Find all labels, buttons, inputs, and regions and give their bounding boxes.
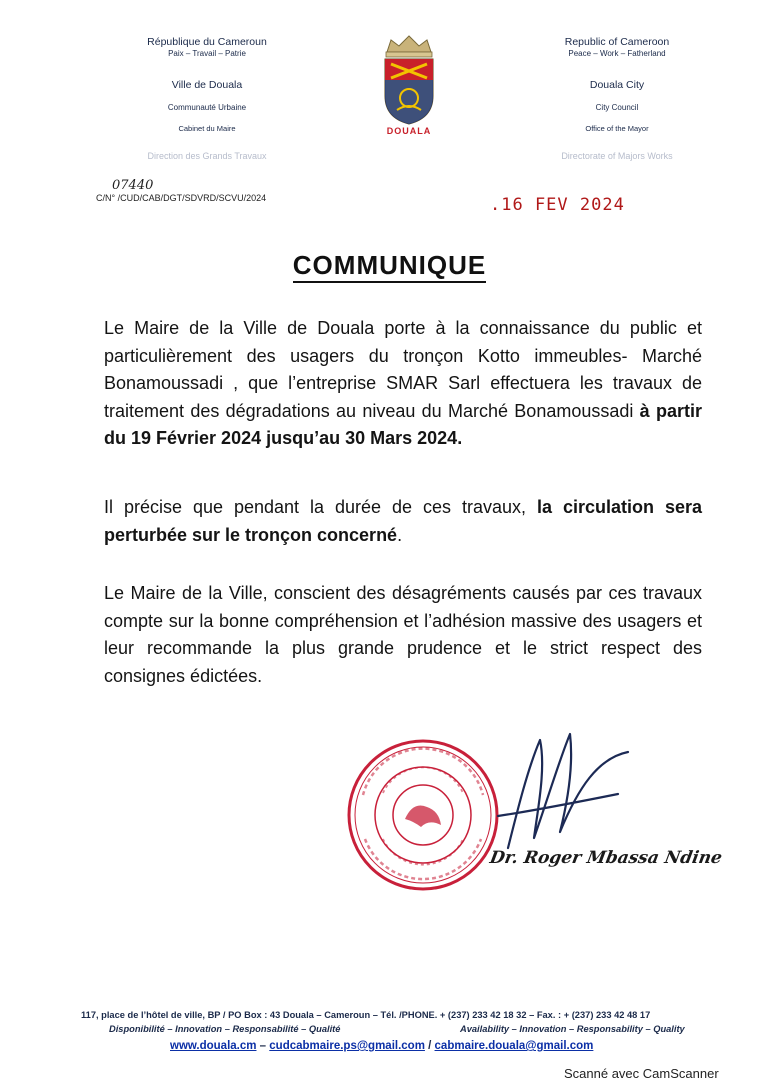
document-title bbox=[0, 250, 779, 281]
footer-separator-2: / bbox=[424, 1040, 435, 1052]
footer-website-link[interactable]: www.douala.cm bbox=[170, 1040, 257, 1052]
header-city-fr: Ville de Douala bbox=[171, 79, 243, 92]
reference-number: C/N° /CUD/CAB/DGT/SDVRD/SCVU/2024 bbox=[96, 193, 267, 203]
header-right-block bbox=[517, 36, 717, 162]
header-country-en: Republic of Cameroon bbox=[564, 36, 670, 48]
header-motto-en: Peace – Work – Fatherland bbox=[568, 49, 666, 59]
scanner-watermark: Scanné avec CamScanner bbox=[564, 1066, 719, 1081]
paragraph-2-text: Il précise que pendant la durée de ces travaux, bbox=[104, 497, 537, 517]
douala-city-logo bbox=[377, 32, 441, 136]
header-motto-fr: Paix – Travail – Patrie bbox=[168, 49, 246, 59]
paragraph-1-bold: à partir du 19 Février 2024 jusqu’au 30 Mars 2024. bbox=[104, 400, 702, 448]
header-office-en: Office of the Mayor bbox=[585, 124, 649, 134]
paragraph-1 bbox=[104, 315, 702, 453]
header-left-block bbox=[107, 36, 307, 162]
footer-separator-1: – bbox=[256, 1040, 270, 1052]
paragraph-2 bbox=[104, 494, 702, 549]
footer-values-en: Availability – Innovation – Responsability – Quality bbox=[460, 1024, 685, 1034]
paragraph-3-text: Le Maire de la Ville, conscient des désagréments causés par ces travaux compte sur la bonne compréhension et l’adhésion massive des usagers et leur recommande la plus grande prudence et le strict respect des consignes édictées. bbox=[104, 583, 702, 686]
footer-contacts bbox=[170, 1040, 593, 1052]
header-department-fr: Direction des Grands Travaux bbox=[147, 150, 267, 161]
paragraph-2-bold: la circulation sera perturbée sur le tronçon concerné bbox=[104, 497, 702, 545]
header-office-fr: Cabinet du Maire bbox=[178, 124, 236, 134]
header-council-en: City Council bbox=[595, 103, 639, 113]
paragraph-3 bbox=[104, 580, 702, 690]
paragraph-1-text: Le Maire de la Ville de Douala porte à la connaissance du public et particulièrement des usagers du tronçon Kotto immeubles- Marché Bonamoussadi , que l’entreprise SMAR Sarl effectuera les travaux de traitement des dégradations au niveau du Marché Bonamoussadi bbox=[104, 318, 702, 421]
logo-city-text: DOUALA bbox=[386, 126, 432, 136]
reference-handwritten-number: 07440 bbox=[112, 178, 154, 193]
header-city-en: Douala City bbox=[589, 79, 645, 92]
stamp-date: .16 FEV 2024 bbox=[490, 195, 625, 215]
footer-email-1-link[interactable]: cudcabmaire.ps@gmail.com bbox=[269, 1040, 425, 1052]
handwritten-signature bbox=[488, 728, 638, 858]
footer-address: 117, place de l’hôtel de ville, BP / PO Box : 43 Douala – Cameroun – Tél. /PHONE. + (237) 233 42 18 32 – Fax. : + (237) 233 42 48 17 bbox=[81, 1010, 651, 1020]
footer-values-fr: Disponibilité – Innovation – Responsabilité – Qualité bbox=[109, 1024, 341, 1034]
signatory-name: Dr. Roger Mbassa Ndine bbox=[488, 848, 724, 868]
footer-email-2-link[interactable]: cabmaire.douala@gmail.com bbox=[434, 1040, 594, 1052]
document-title-text: COMMUNIQUE bbox=[293, 250, 486, 283]
header-council-fr: Communauté Urbaine bbox=[167, 103, 247, 113]
header-department-en: Directorate of Majors Works bbox=[561, 150, 673, 161]
official-seal-stamp bbox=[343, 735, 503, 895]
header-country-fr: République du Cameroun bbox=[147, 36, 267, 48]
paragraph-2-end: . bbox=[397, 524, 403, 545]
